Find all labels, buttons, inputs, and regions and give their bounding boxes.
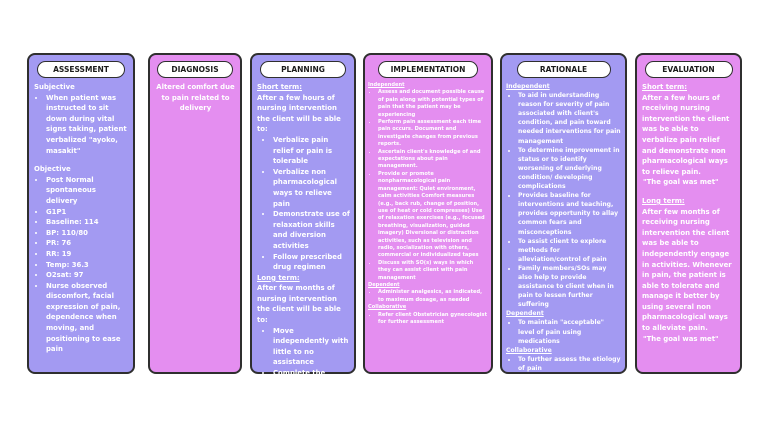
collaborative-list — [368, 312, 487, 327]
dependent-heading: Dependent — [368, 281, 400, 288]
list-item: • Perform pain assessment each time pain occurs. Document and investigate changes from previous reports. — [378, 119, 487, 149]
rationale-title: RATIONALE — [517, 61, 611, 78]
list-item: • To determine improvement in status or to identify worsening of underlying condition/ developing complications — [518, 146, 621, 191]
list-item: • Family members/SOs may also help to provide assistance to client when in pain to lessen further suffering — [518, 264, 621, 309]
independent-list — [368, 89, 487, 282]
list-item: • Temp: 36.3 — [46, 260, 129, 271]
list-item: • Demonstrate use of relaxation skills and diversion activities — [273, 209, 350, 251]
dependent-list — [368, 289, 487, 304]
short-term-heading: Short term: — [257, 83, 302, 91]
long-term-list — [257, 326, 350, 442]
subjective-heading: Subjective — [34, 83, 75, 91]
collaborative-heading: Collaborative — [506, 346, 552, 354]
independent-heading: Independent — [506, 83, 550, 90]
list-item: • Follow prescribed drug regimen — [273, 252, 350, 273]
list-item: • Verbalize non pharmacological ways to relieve pain — [273, 167, 350, 209]
list-item: • When patient was instructed to sit down during vital signs taking, patient verbalized "ayoko, masakit" — [46, 93, 129, 157]
rationale-body — [506, 82, 621, 370]
list-item: • Assess and document possible cause of pain along with potential types of pain that the patient may be experiencing — [378, 89, 487, 119]
independent-heading: Independent — [368, 82, 405, 88]
subjective-list — [34, 93, 129, 157]
list-item: • Provide or promote nonpharmacological pain management: Quiet environment, calm activities Comfort measures (e.g., back rub, change of position, use of heat or cold compresses) Use of relaxation exercises (e.g., focused breathing, visualization, guided imagery) Diversional or distraction activities, such as television and radio, socialization with others, commercial or individualized tapes — [378, 171, 487, 260]
list-item: • Complete the pharmacological regimen prescribed — [273, 368, 350, 400]
list-item: • Move independently with little to no assistance — [273, 326, 350, 368]
implementation-card — [363, 53, 493, 374]
short-term-intro: After a few hours of nursing intervention the client will be able to: — [257, 93, 341, 134]
diagnosis-title: DIAGNOSIS — [157, 61, 233, 78]
assessment-title: ASSESSMENT — [37, 61, 125, 78]
list-item: • Post Normal spontaneous delivery — [46, 175, 129, 207]
assessment-body — [34, 82, 129, 370]
long-term-heading: Long term: — [257, 273, 300, 282]
objective-list — [34, 175, 129, 355]
list-item: • G1P1 — [46, 207, 129, 218]
short-term-heading: Short term: — [642, 83, 687, 91]
evaluation-body — [642, 82, 736, 370]
planning-card — [250, 53, 356, 441]
list-item: • To maintain "acceptable" level of pain using medications — [518, 318, 621, 345]
long-term-result: "The goal was met" — [643, 334, 719, 343]
evaluation-card — [635, 53, 742, 374]
diagnosis-card — [148, 53, 242, 374]
collaborative-heading: Collaborative — [368, 304, 407, 311]
long-term-text: After few months of receiving nursing intervention the client was be able to independently engage in activities. Whenever in pain, the patient is able to tolerate and manage it better by using several non pharmacological ways to alleviate pain. — [642, 207, 732, 333]
planning-title: PLANNING — [260, 61, 346, 78]
long-term-heading: Long term: — [642, 196, 685, 205]
collaborative-list — [506, 355, 621, 373]
short-term-list — [257, 135, 350, 273]
short-term-text: After a few hours of receiving nursing intervention the client was be able to verbalize pain relief and demonstrate non pharmacological ways to relieve pain. — [642, 93, 730, 176]
list-item: • Provides baseline for interventions and teaching, provides opportunity to allay common fears and misconceptions — [518, 191, 621, 236]
evaluation-title: EVALUATION — [645, 61, 733, 78]
rationale-card — [500, 53, 627, 374]
list-item: • Ascertain client's knowledge of and expectations about pain management. — [378, 149, 487, 171]
list-item: • BP: 110/80 — [46, 228, 129, 239]
implementation-title: IMPLEMENTATION — [378, 61, 478, 78]
list-item: • Verbalize pain relief or pain is tolerable — [273, 135, 350, 167]
list-item: • O2sat: 97 — [46, 270, 129, 281]
list-item: • Use non pharmacological ways whenever in pain — [273, 400, 350, 442]
short-term-result: "The goal was met" — [643, 178, 719, 187]
assessment-card — [27, 53, 135, 374]
list-item: • Discuss with SO(s) ways in which they can assist client with pain management — [378, 260, 487, 282]
independent-list — [506, 91, 621, 309]
dependent-heading: Dependent — [506, 310, 544, 318]
list-item: • Nurse observed discomfort, facial expression of pain, dependence when moving, and positioning to ease pain — [46, 281, 129, 355]
list-item: • To further assess the etiology of pain — [518, 355, 621, 373]
list-item: • Refer client Obstetrician gynecologist for further assessment — [378, 312, 487, 327]
list-item: • Baseline: 114 — [46, 217, 129, 228]
list-item: • RR: 19 — [46, 249, 129, 260]
list-item: • To assist client to explore methods for alleviation/control of pain — [518, 237, 621, 264]
planning-body — [257, 82, 350, 441]
objective-heading: Objective — [34, 165, 71, 174]
list-item: • To aid in understanding reason for severity of pain associated with client's condition, and pain toward needed interventions for pain management — [518, 91, 621, 146]
diagnosis-text: Altered comfort due to pain related to delivery — [156, 83, 235, 113]
implementation-body — [368, 82, 487, 370]
long-term-intro: After few months of nursing intervention the client will be able to: — [257, 284, 341, 325]
dependent-list — [506, 318, 621, 345]
list-item: • Administer analgesics, as indicated, to maximum dosage, as needed — [378, 289, 487, 304]
list-item: • PR: 76 — [46, 238, 129, 249]
